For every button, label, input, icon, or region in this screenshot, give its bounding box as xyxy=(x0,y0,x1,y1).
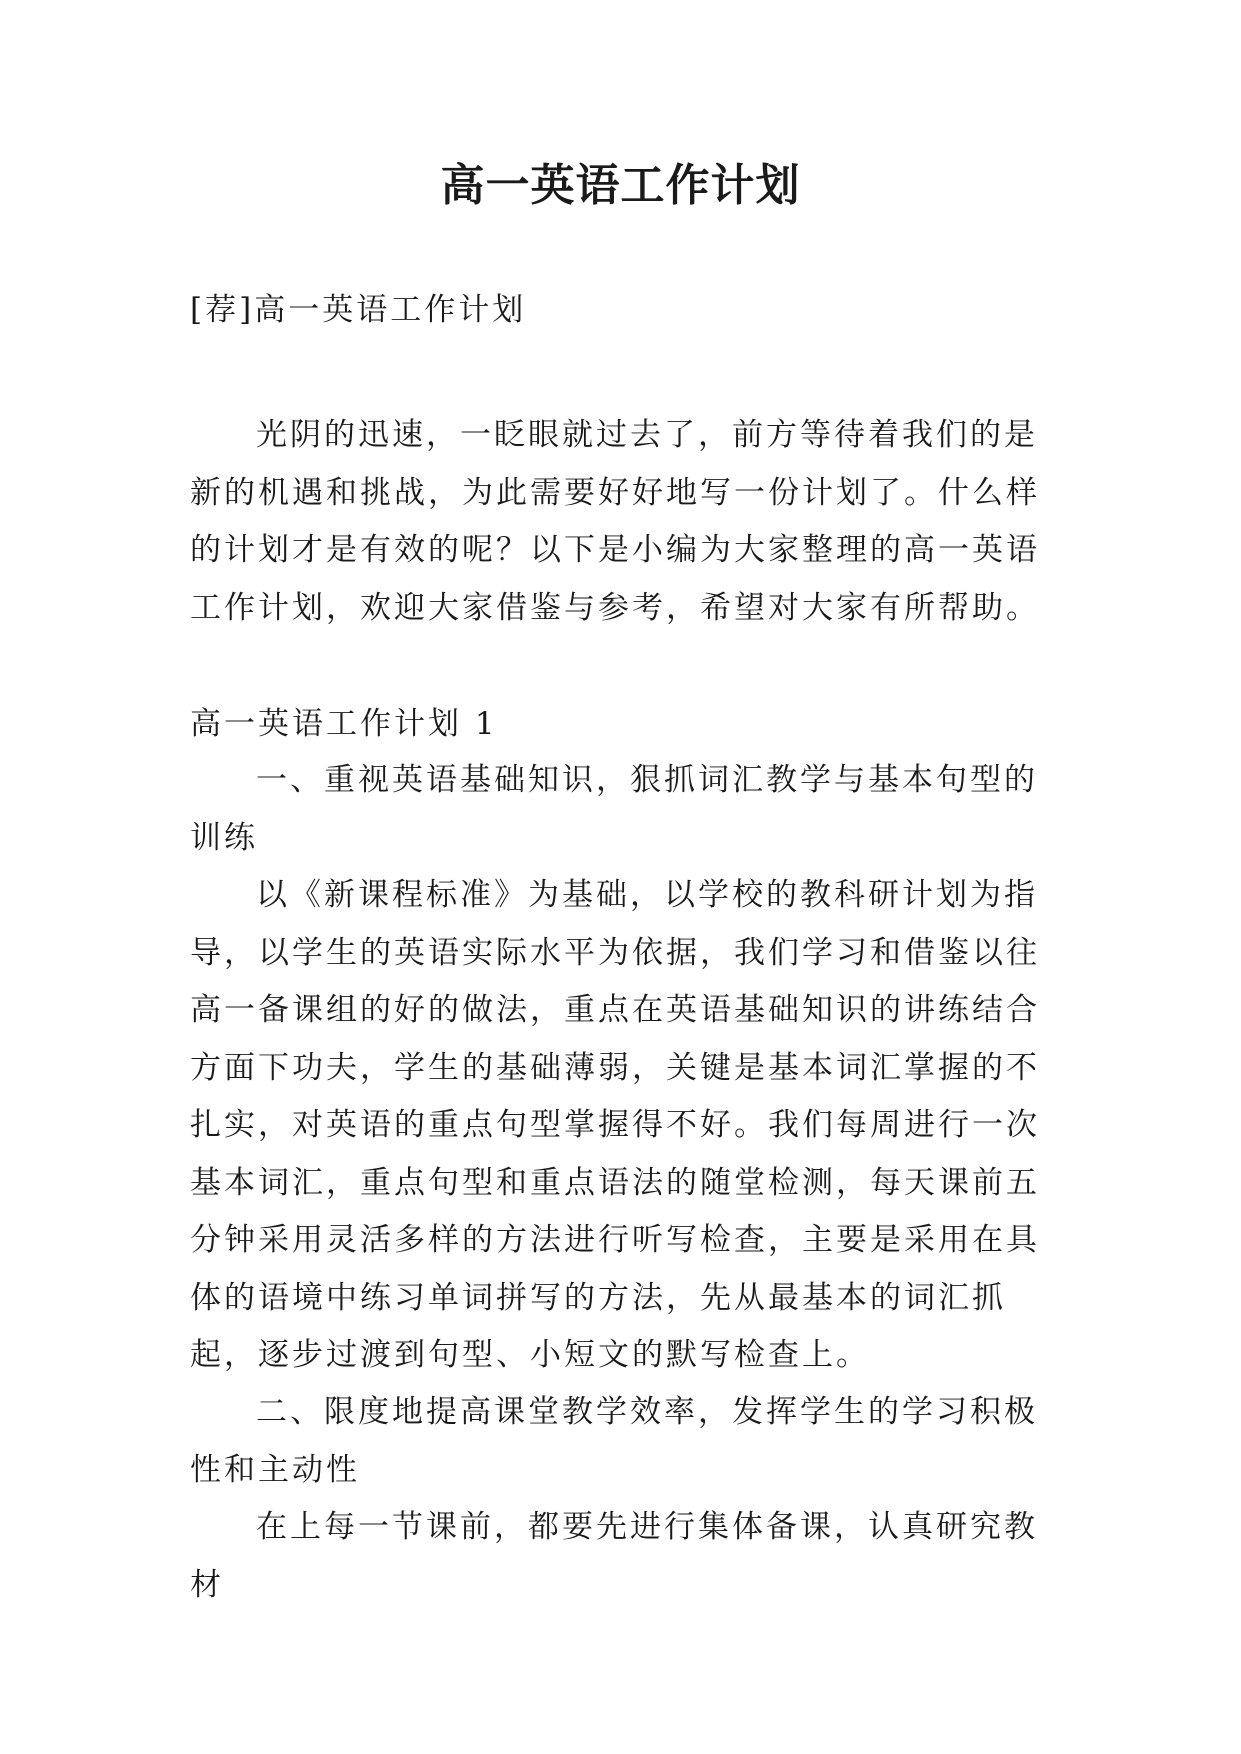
intro-paragraph: 光阴的迅速，一眨眼就过去了，前方等待着我们的是新的机遇和挑战，为此需要好好地写一份计划了。什么样的计划才是有效的呢？以下是小编为大家整理的高一英语工作计划，欢迎大家借鉴与参考，希望对大家有所帮助。 xyxy=(190,417,1040,626)
paragraph-two: 在上每一节课前，都要先进行集体备课，认真研究教材 xyxy=(190,1509,1038,1603)
document-subtitle: [荐]高一英语工作计划 xyxy=(190,292,527,328)
section-title: 高一英语工作计划 1 xyxy=(190,706,498,742)
document-title: 高一英语工作计划 xyxy=(440,160,801,211)
heading-one: 一、重视英语基础知识，狠抓词汇教学与基本句型的训练 xyxy=(190,762,1038,856)
paragraph-one: 以《新课程标准》为基础，以学校的教科研计划为指导，以学生的英语实际水平为依据，我们学习和借鉴以往高一备课组的好的做法，重点在英语基础知识的讲练结合方面下功夫，学生的基础薄弱，关键是基本词汇掌握的不扎实，对英语的重点句型掌握得不好。我们每周进行一次基本词汇，重点句型和重点语法的随堂检测，每天课前五分钟采用灵活多样的方法进行听写检查，主要是采用在具体的语境中练习单词拼写的方法，先从最基本的词汇抓起，逐步过渡到句型、小短文的默写检查上。 xyxy=(190,877,1040,1373)
heading-two: 二、限度地提高课堂教学效率，发挥学生的学习积极性和主动性 xyxy=(190,1394,1038,1488)
